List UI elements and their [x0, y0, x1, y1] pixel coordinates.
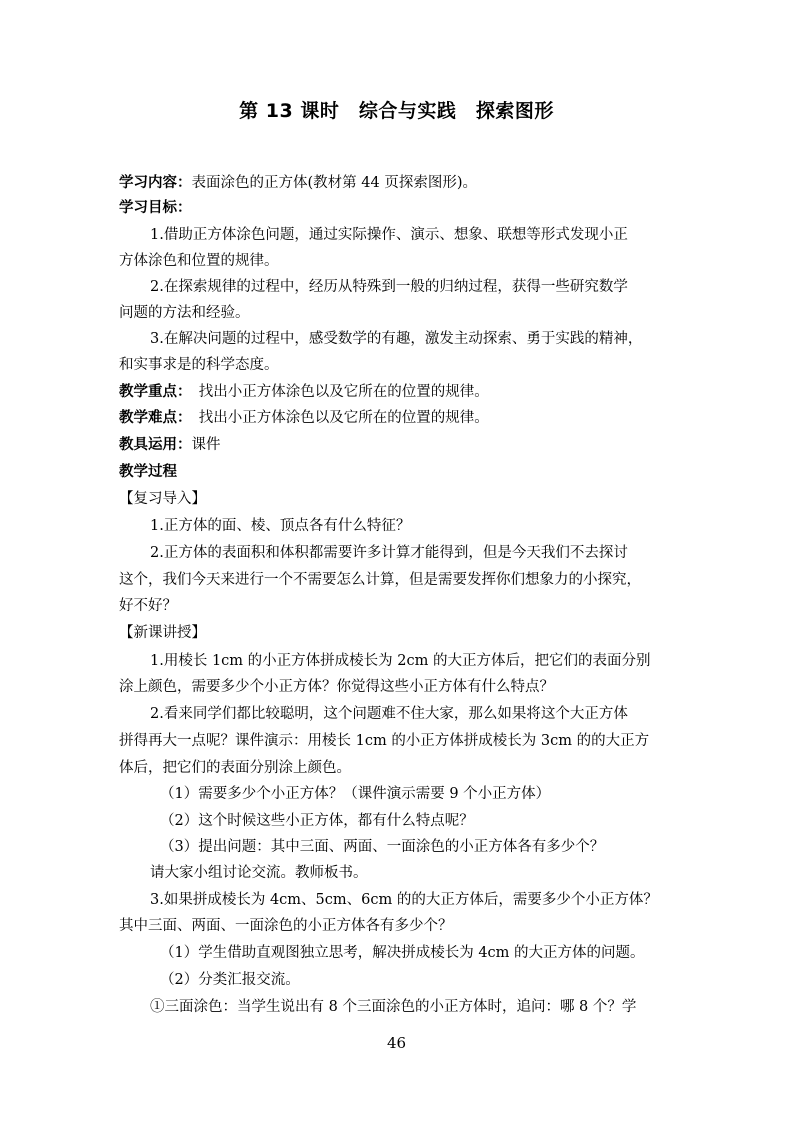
review-q1: 1.正方体的面、棱、顶点各有什么特征？ — [150, 518, 411, 534]
teaching-focus-text: 找出小正方体涂色以及它所在的位置的规律。 — [184, 384, 489, 400]
step-1: （1）学生借助直观图独立思考，解决拼成棱长为 4cm 的大正方体的问题。 — [160, 945, 645, 961]
learning-content — [119, 173, 679, 193]
question-3: （3）提出问题：其中三面、两面、一面涂色的小正方体各有多少个？ — [160, 839, 605, 855]
question-2: （2）这个时候这些小正方体，都有什么特点呢？ — [160, 813, 474, 829]
learning-goals-heading: 学习目标： — [119, 200, 192, 216]
review-q2-line-3: 好不好？ — [119, 598, 177, 614]
new-1-line-1: 1.用棱长 1cm 的小正方体拼成棱长为 2cm 的大正方体后，把它们的表面分别 — [150, 653, 651, 669]
new-2-line-1: 2.看来同学们都比较聪明，这个问题难不住大家，那么如果将这个大正方体 — [150, 706, 628, 722]
new-lesson-heading: 【新课讲授】 — [119, 625, 206, 641]
step-2: （2）分类汇报交流。 — [160, 972, 300, 988]
teaching-process-heading: 教学过程 — [119, 464, 177, 480]
teaching-tools — [119, 435, 679, 455]
teaching-tools-label: 教具运用： — [119, 437, 192, 453]
teaching-tools-text: 课件 — [191, 437, 221, 453]
step-three-faces: ①三面涂色：当学生说出有 8 个三面涂色的小正方体时，追问：哪 8 个？学 — [150, 999, 637, 1015]
teaching-focus-label: 教学重点： — [119, 384, 185, 400]
goal-1-line-2: 方体涂色和位置的规律。 — [119, 253, 279, 269]
learning-content-label: 学习内容： — [119, 175, 192, 191]
teaching-difficulty-label: 教学难点： — [119, 410, 185, 426]
page-number: 46 — [386, 1034, 407, 1052]
goal-1-line-1: 1.借助正方体涂色问题，通过实际操作、演示、想象、联想等形式发现小正 — [150, 227, 628, 243]
new-2-line-2: 拼得再大一点呢？课件演示：用棱长 1cm 的小正方体拼成棱长为 3cm 的的大正方 — [119, 733, 650, 749]
teaching-difficulty-text: 找出小正方体涂色以及它所在的位置的规律。 — [184, 410, 489, 426]
goal-2-line-1: 2.在探索规律的过程中，经历从特殊到一般的归纳过程，获得一些研究数学 — [150, 279, 628, 295]
learning-content-text: 表面涂色的正方体(教材第 44 页探索图形)。 — [191, 175, 477, 191]
new-2-line-3: 体后，把它们的表面分别涂上颜色。 — [119, 760, 351, 776]
goal-3-line-1: 3.在解决问题的过程中，感受数学的有趣，激发主动探索、勇于实践的精神， — [150, 331, 643, 347]
new-1-line-2: 涂上颜色，需要多少个小正方体？你觉得这些小正方体有什么特点？ — [119, 679, 554, 695]
new-3-line-2: 其中三面、两面、一面涂色的小正方体各有多少个？ — [119, 918, 453, 934]
review-q2-line-1: 2.正方体的表面积和体积都需要许多计算才能得到，但是今天我们不去探讨 — [150, 545, 628, 561]
teaching-difficulty — [119, 408, 679, 428]
teaching-focus — [119, 382, 679, 402]
page-title: 第 13 课时 综合与实践 探索图形 — [239, 100, 554, 122]
goal-2-line-2: 问题的方法和经验。 — [119, 305, 250, 321]
group-discussion: 请大家小组讨论交流。教师板书。 — [150, 865, 368, 881]
new-3-line-1: 3.如果拼成棱长为 4cm、5cm、6cm 的的大正方体后，需要多少个小正方体？ — [150, 892, 658, 908]
review-q2-line-2: 这个，我们今天来进行一个不需要怎么计算，但是需要发挥你们想象力的小探究， — [119, 572, 641, 588]
review-heading: 【复习导入】 — [119, 491, 206, 507]
question-1: （1）需要多少个小正方体？（课件演示需要 9 个小正方体） — [160, 786, 551, 802]
goal-3-line-2: 和实事求是的科学态度。 — [119, 357, 279, 373]
